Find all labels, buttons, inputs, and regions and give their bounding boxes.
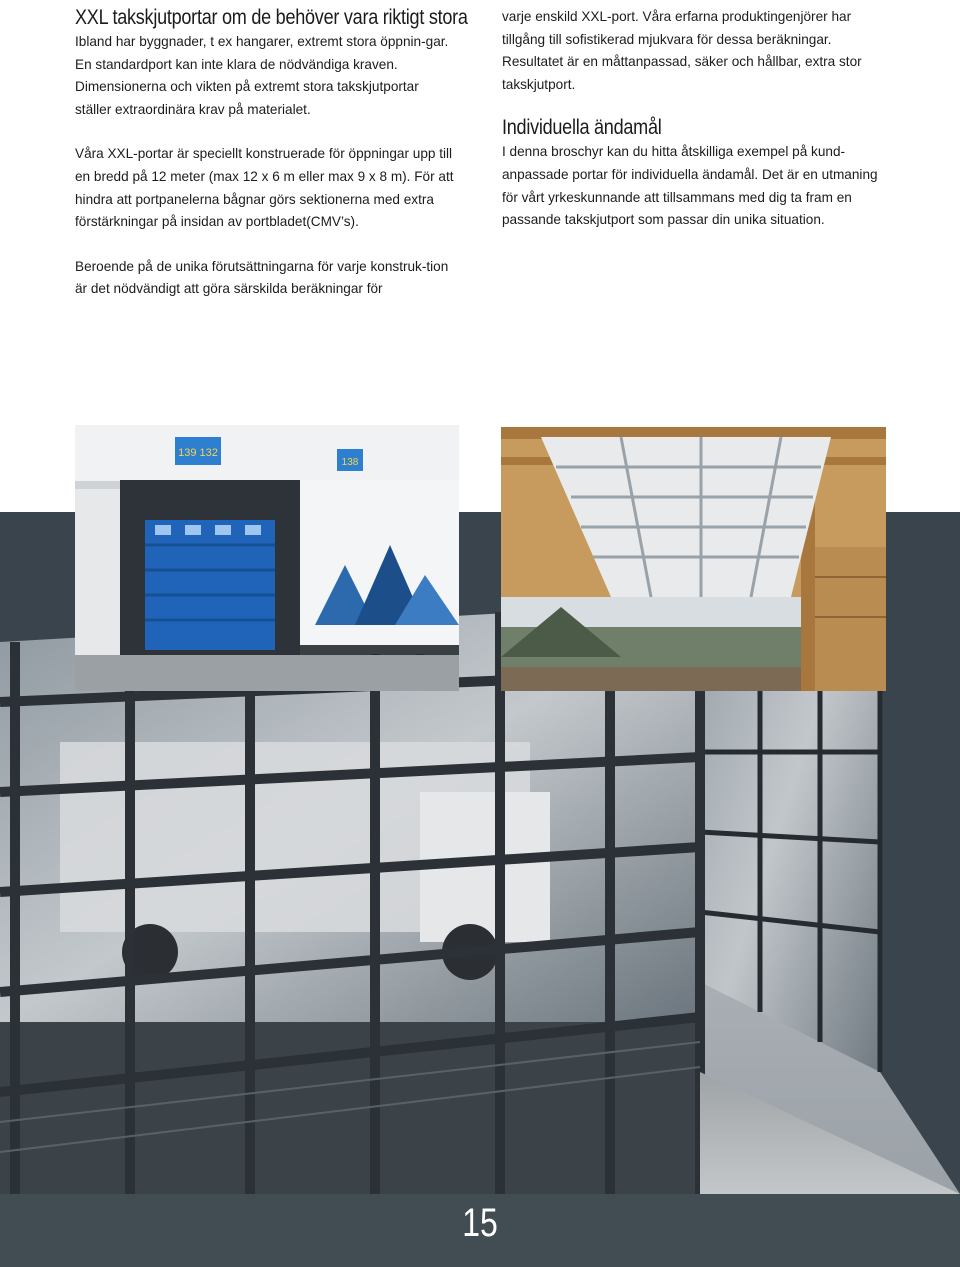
photo-open-ceiling-door: [501, 427, 886, 691]
dock-sign-2: 138: [341, 457, 359, 468]
page-number: 15: [462, 1201, 498, 1245]
heading-individuella: Individuella ändamål: [502, 116, 662, 140]
photo-loading-dock: [75, 425, 459, 691]
left-column: [75, 6, 468, 301]
right-column: [502, 6, 892, 232]
paragraph-individuella: I denna broschyr kan du hitta åtskilliga exempel på kund-anpassade portar för individuella ändamål. Det är en utmaning för vårt yrkeskunnande att tillsammans med dig ta fram en passande takskjutport som passar din unika situation.: [502, 144, 878, 228]
paragraph-beroende: Beroende på de unika förutsättningarna för varje konstruk-tion är det nödvändigt att göra särskilda beräkningar för: [75, 258, 449, 297]
paragraph-intro: Ibland har byggnader, t ex hangarer, extremt stora öppnin-gar. En standardport kan inte klara de nödvändiga kraven. Dimensionerna och vikten på extremt stora takskjutportar ställer extraordinära krav på materialet.: [75, 34, 449, 117]
paragraph-varje: varje enskild XXL-port. Våra erfarna produktingenjörer har tillgång till sofistikerad mjukvara för dessa beräkningar. Resultatet är en måttanpassad, säker och hållbar, extra stor takskjutport.: [502, 9, 862, 92]
dock-sign-1: 139 132: [178, 447, 218, 459]
heading-xxl: XXL takskjutportar om de behöver vara riktigt stora: [75, 6, 468, 29]
paragraph-xxl-portar: Våra XXL-portar är speciellt konstruerade för öppningar upp till en bredd på 12 meter (max 12 x 6 m eller max 9 x 8 m). För att hindra att portpanelerna bågnar görs sektionerna med extra förstärkningar på insidan av portbladet(CMV’s).: [75, 146, 454, 230]
